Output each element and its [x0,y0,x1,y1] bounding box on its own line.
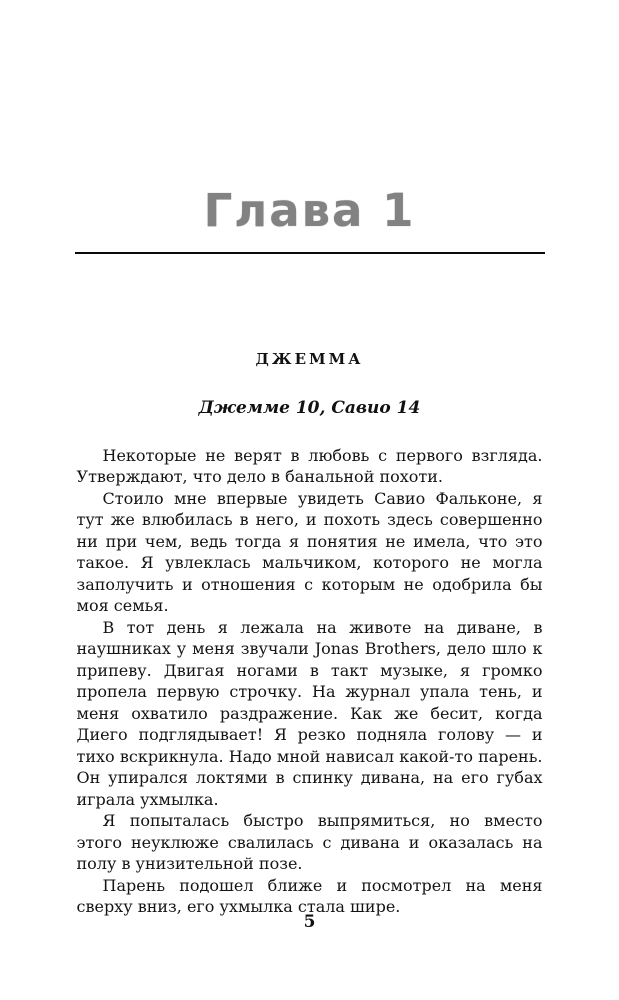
paragraph: Я попыталась быстро выпрямиться, но вместо этого неуклюже свалилась с дивана и оказалась на полу в унизительной позе. [76,811,543,873]
page-number: 5 [303,912,316,932]
paragraph: В тот день я лежала на животе на диване, в наушниках у меня звучали Jonas Brothers, дело шло к припеву. Двигая ногами в такт музыке, я громко пропела первую строчку. На журнал упала тень, и меня охватило раздражение. Как же бесит, когда Диего подглядывает! Я резко подняла голову — и тихо вскрикнула. Надо мной нависал какой-то парень. Он упирался локтями в спинку дивана, на его губах играла ухмылка. [76,617,543,809]
paragraph: Парень подошел ближе и посмотрел на меня сверху вниз, его ухмылка стала шире. [76,875,543,916]
section-heading: ДЖЕММА [255,349,364,368]
paragraph: Некоторые не верят в любовь с первого взгляда. Утверждают, что дело в банальной похоти. [76,445,543,486]
chapter-title: Глава 1 [203,184,416,237]
dedication-line: Джемме 10, Савио 14 [198,397,421,418]
paragraph: Стоило мне впервые увидеть Савио Фальконе, я тут же влюбилась в него, и похоть здесь совершенно ни при чем, ведь тогда я понятия не имела, что это такое. Я увлеклась мальчиком, которого не могла заполучить и отношения с которым не одобрила бы моя семья. [76,488,543,615]
divider-rule [75,252,545,254]
body-text [77,445,543,918]
